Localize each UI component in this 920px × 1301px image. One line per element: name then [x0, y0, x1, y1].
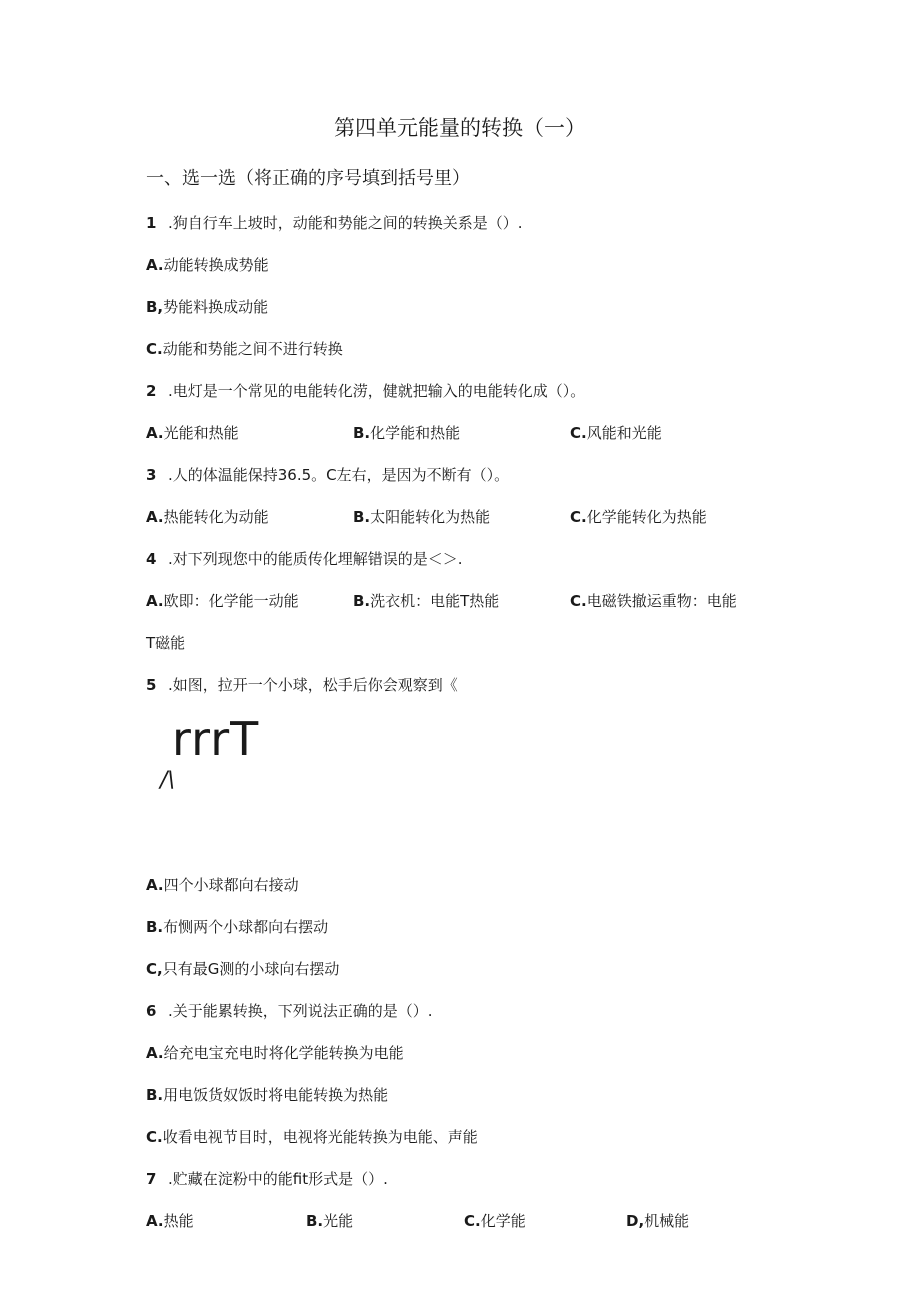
q3-option-b: B.太阳能转化为热能 — [353, 508, 491, 526]
q1-option-b: B,势能料换成动能 — [146, 298, 269, 316]
question-text: .如图，拉开一个小球，松手后你会观察到《 — [168, 676, 458, 694]
q2-option-a: A.光能和热能 — [146, 424, 239, 442]
q7-option-a: A.热能 — [146, 1212, 194, 1230]
question-text: .电灯是一个常见的电能转化涝，健就把输入的电能转化成（）。 — [168, 382, 586, 400]
question-number: 6 — [146, 1002, 157, 1020]
q5-option-c: C,只有最G测的小球向右摆动 — [146, 960, 340, 978]
question-1 — [146, 212, 523, 233]
q1-option-c: C.动能和势能之间不进行转换 — [146, 340, 343, 358]
question-4 — [146, 548, 463, 569]
section-heading: 一、选一选（将正确的序号填到括号里） — [146, 168, 470, 189]
q6-option-b: B.用电饭货奴饭时将电能转换为热能 — [146, 1086, 389, 1104]
question-5 — [146, 674, 458, 695]
pendulum-figure-mark: /\ — [160, 768, 175, 793]
q6-option-c: C.收看电视节目时，电视将光能转换为电能、声能 — [146, 1128, 478, 1146]
q2-option-c: C.风能和光能 — [570, 424, 662, 442]
q3-option-c: C.化学能转化为热能 — [570, 508, 707, 526]
q2-option-b: B.化学能和热能 — [353, 424, 461, 442]
question-number: 1 — [146, 214, 157, 232]
q5-option-b: B.布恻两个小球都向右摆动 — [146, 918, 329, 936]
question-6 — [146, 1000, 433, 1021]
question-number: 4 — [146, 550, 157, 568]
question-text: .贮藏在淀粉中的能fit形式是（）. — [168, 1170, 388, 1188]
pendulum-figure-text: rrrT — [172, 712, 260, 766]
q3-option-a: A.热能转化为动能 — [146, 508, 269, 526]
question-number: 3 — [146, 466, 157, 484]
q7-option-c: C.化学能 — [464, 1212, 526, 1230]
question-2 — [146, 380, 585, 401]
question-number: 5 — [146, 676, 157, 694]
q5-option-a: A.四个小球都向右接动 — [146, 876, 299, 894]
q4-option-c: C.电磁铁撤运重物：电能 — [570, 592, 737, 610]
q1-option-a: A.动能转换成势能 — [146, 256, 269, 274]
question-text: .人的体温能保持36.5。C左右，是因为不断有（）。 — [168, 466, 510, 484]
q4-option-b: B.洗衣机：电能T热能 — [353, 592, 500, 610]
question-text: .狗自行车上坡时，动能和势能之间的转换关系是（）. — [168, 214, 523, 232]
q4-option-a: A.欧即：化学能一动能 — [146, 592, 299, 610]
question-text: .对下列现您中的能质传化埋解错误的是＜＞. — [168, 550, 463, 568]
q6-option-a: A.给充电宝充电时将化学能转换为电能 — [146, 1044, 404, 1062]
question-text: .关于能累转换，下列说法正确的是（）. — [168, 1002, 433, 1020]
page-title: 第四单元能量的转换（一） — [334, 116, 586, 140]
q7-option-d: D,机械能 — [626, 1212, 690, 1230]
question-number: 7 — [146, 1170, 157, 1188]
question-3 — [146, 464, 509, 485]
q4-option-c-continuation: T磁能 — [146, 634, 186, 652]
question-number: 2 — [146, 382, 157, 400]
question-7 — [146, 1168, 388, 1189]
q7-option-b: B.光能 — [306, 1212, 354, 1230]
